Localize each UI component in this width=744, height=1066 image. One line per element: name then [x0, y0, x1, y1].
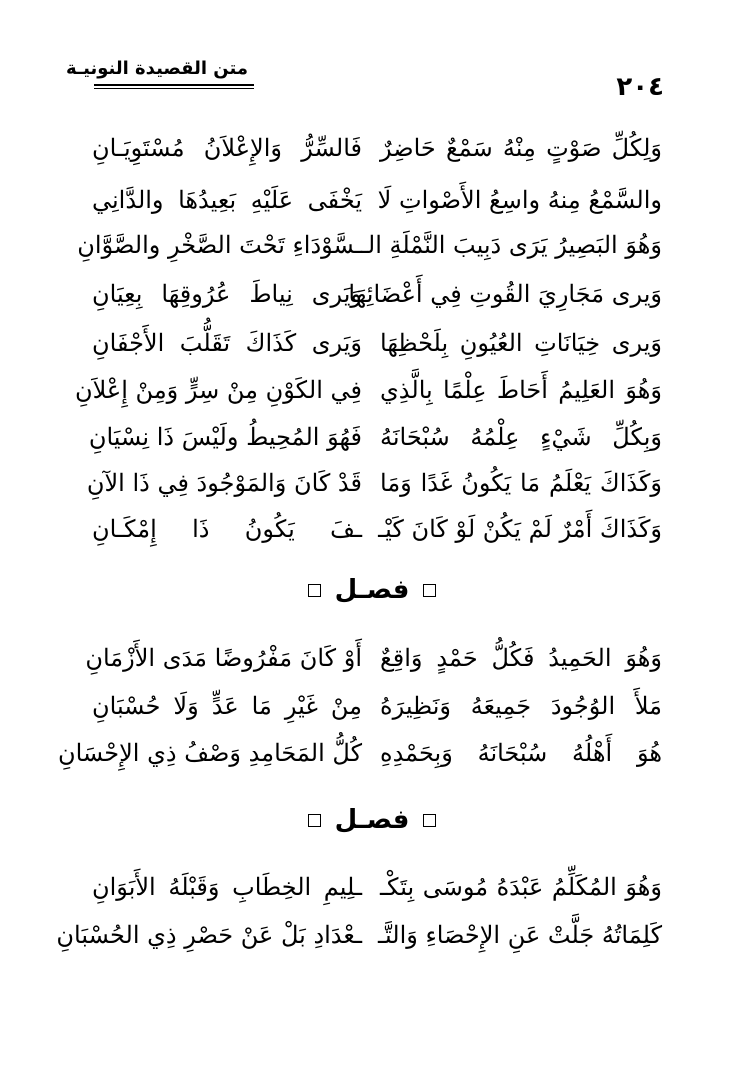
verse-line: [88, 414, 662, 460]
verse-line: [85, 635, 662, 681]
verse-second-hemistich: فِي الكَوْنِ مِنْ سِرٍّ وَمِنْ إِعْلاَنِ: [74, 376, 362, 404]
verse-line: [92, 506, 662, 552]
verse-second-hemistich: وَيَرى كَذَاكَ تَقَلُّبَ الأَجْفَانِ: [92, 329, 362, 357]
verse-line: [92, 683, 662, 729]
verse-line: [74, 367, 662, 413]
verse-first-hemistich: هُوَ أَهْلُهُ سُبْحَانَهُ وَبِحَمْدِهِ: [380, 739, 662, 767]
verse-second-hemistich: أَوْ كَانَ مَفْرُوضًا مَدَى الأَزْمَانِ: [85, 644, 362, 672]
verse-second-hemistich: كُلُّ المَحَامِدِ وَصْفُ ذِي الإِحْسَانِ: [57, 739, 362, 767]
verse-line: [77, 222, 662, 268]
square-ornament: [308, 814, 321, 827]
square-ornament: [308, 584, 321, 597]
verse-second-hemistich: ـعْدَادِ بَلْ عَنْ حَصْرِ ذِي الحُسْبَانِ: [56, 921, 362, 949]
verse-second-hemistich: ـلِيمِ الخِطَابِ وَقَبْلَهُ الأَبَوَانِ: [92, 873, 362, 901]
verse-line: [56, 912, 662, 958]
verse-first-hemistich: وَهُوَ البَصِيرُ يَرَى دَبِيبَ النَّمْلَةِ الـ: [360, 231, 662, 259]
verse-first-hemistich: وَهُوَ الحَمِيدُ فَكُلُّ حَمْدٍ وَاقِعٌ: [380, 644, 662, 672]
verse-second-hemistich: فَهُوَ المُحِيطُ ولَيْسَ ذَا نِسْيَانِ: [88, 423, 362, 451]
verse-line: [57, 730, 662, 776]
page-number: ٢٠٤: [616, 72, 664, 102]
verse-first-hemistich: وَهُوَ العَلِيمُ أَحَاطَ عِلْمًا بِالَّذِي: [380, 376, 662, 404]
verse-first-hemistich: وَيرى مَجَارِيَ القُوتِ فِي أَعْضَائِهَا: [348, 280, 662, 308]
verse-line: [92, 177, 662, 223]
running-header-title: متن القصيدة النونيـة: [66, 58, 248, 79]
verse-line: [86, 460, 662, 506]
section-heading-text: فصـل: [334, 575, 410, 605]
square-ornament: [423, 584, 436, 597]
verse-line: [92, 864, 662, 910]
verse-first-hemistich: مَلأَ الوُجُودَ جَمِيعَهُ وَنَظِيرَهُ: [380, 692, 662, 720]
section-heading: [272, 570, 472, 610]
verse-first-hemistich: وَبِكُلِّ شَيْءٍ عِلْمُهُ سُبْحَانَهُ: [380, 423, 662, 451]
verse-first-hemistich: كَلِمَاتُهُ جَلَّتْ عَنِ الإِحْصَاءِ وَالتَّـ: [377, 921, 662, 949]
header-rule: [94, 84, 254, 86]
verse-line: [92, 125, 662, 171]
verse-first-hemistich: وَكَذَاكَ يَعْلَمُ مَا يَكُونُ غَدًا وَمَا: [380, 469, 662, 497]
verse-first-hemistich: وَهُوَ المُكَلِّمُ عَبْدَهُ مُوسَى بِتَكْـ: [380, 873, 662, 901]
header-rule-thin: [94, 88, 254, 89]
verse-line: [92, 271, 662, 317]
verse-second-hemistich: وَيَرى نِياطَ عُرُوقِهَا بِعِيَانِ: [92, 280, 362, 308]
verse-second-hemistich: قَدْ كَانَ وَالمَوْجُودَ فِي ذَا الآنِ: [86, 469, 362, 497]
verse-first-hemistich: وَكَذَاكَ أَمْرٌ لَمْ يَكُنْ لَوْ كَانَ كَيْـ: [378, 515, 662, 543]
section-heading: [272, 800, 472, 840]
verse-first-hemistich: والسَّمْعُ مِنهُ واسِعُ الأَصْواتِ لَا: [377, 186, 662, 214]
verse-first-hemistich: وَيرى خِيَانَاتِ العُيُونِ بِلَحْظِهَا: [380, 329, 662, 357]
section-heading-text: فصـل: [334, 805, 410, 835]
verse-second-hemistich: يَخْفَى عَلَيْهِ بَعِيدُهَا والدَّانِي: [92, 186, 362, 214]
verse-line: [92, 320, 662, 366]
verse-second-hemistich: ـفَ يَكُونُ ذَا إِمْكَـانِ: [92, 515, 362, 543]
verse-second-hemistich: مِنْ غَيْرِ مَا عَدٍّ وَلَا حُسْبَانِ: [92, 692, 362, 720]
verse-second-hemistich: فَالسِّرُّ وَالإِعْلاَنُ مُسْتَوِيَـانِ: [92, 134, 362, 162]
verse-first-hemistich: وَلِكُلِّ صَوْتٍ مِنْهُ سَمْعٌ حَاضِرٌ: [380, 134, 662, 162]
verse-second-hemistich: ـسَّوْدَاءِ تَحْتَ الصَّخْرِ والصَّوَّانِ: [77, 231, 362, 259]
square-ornament: [423, 814, 436, 827]
